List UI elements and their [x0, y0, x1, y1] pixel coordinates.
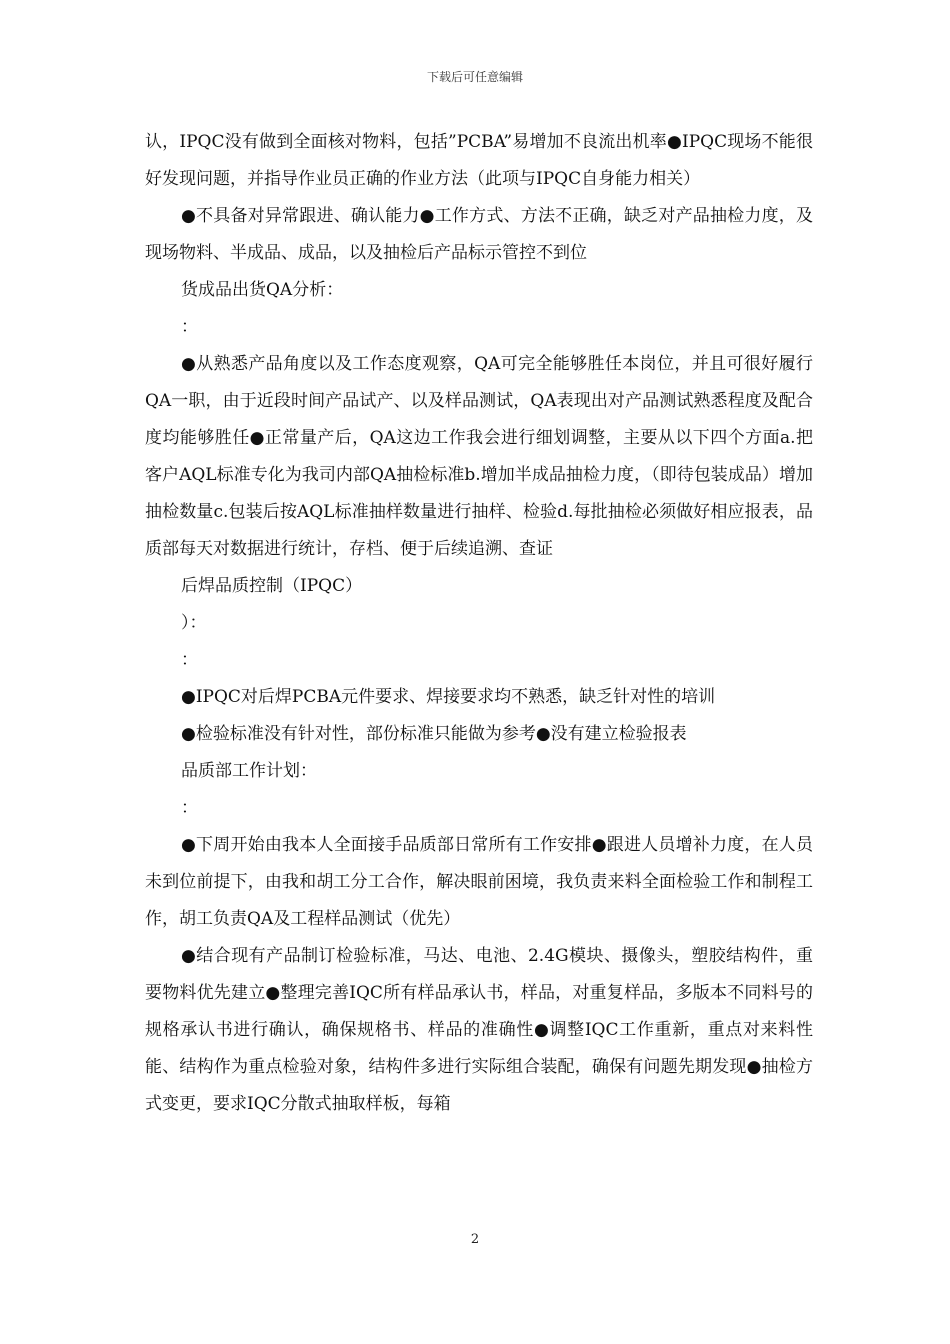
- paragraph: ：: [181, 650, 198, 670]
- paragraph: ●下周开始由我本人全面接手品质部日常所有工作安排●跟进人员增补力度，在人员未到位前提下，由我和胡工分工合作，解决眼前困境，我负责来料全面检验工作和制程工作，胡工负责QA及工程样品测试（优先）: [145, 835, 813, 929]
- paragraph: ：: [181, 798, 198, 818]
- page-footer: [0, 1232, 950, 1247]
- page-header: [0, 68, 950, 85]
- paragraph: ●从熟悉产品角度以及工作态度观察，QA可完全能够胜任本岗位，并且可很好履行QA一职，由于近段时间产品试产、以及样品测试，QA表现出对产品测试熟悉程度及配合度均能够胜任●正常量产后，QA这边工作我会进行细划调整，主要从以下四个方面a.把客户AQL标准专化为我司内部QA抽检标准b.增加半成品抽检力度，（即待包装成品）增加抽检数量c.包装后按AQL标准抽样数量进行抽样、检验d.每批抽检必须做好相应报表，品质部每天对数据进行统计，存档、便于后续追溯、查证: [145, 354, 813, 559]
- paragraph: ）：: [181, 613, 207, 633]
- paragraph: ●检验标准没有针对性，部份标准只能做为参考●没有建立检验报表: [181, 724, 687, 744]
- paragraph: 认，IPQC没有做到全面核对物料，包括”PCBA”易增加不良流出机率●IPQC现场不能很好发现问题，并指导作业员正确的作业方法（此项与IPQC自身能力相关）: [145, 132, 813, 189]
- paragraph: ●IPQC对后焊PCBA元件要求、焊接要求均不熟悉，缺乏针对性的培训: [181, 687, 716, 707]
- page-number: 2: [470, 1232, 480, 1247]
- paragraph: 品质部工作计划：: [181, 761, 317, 781]
- paragraph: 后焊品质控制（IPQC）: [181, 576, 363, 596]
- paragraph: ●不具备对异常跟进、确认能力●工作方式、方法不正确，缺乏对产品抽检力度，及现场物料、半成品、成品，以及抽检后产品标示管控不到位: [145, 206, 813, 263]
- paragraph: 货成品出货QA分析：: [181, 280, 344, 300]
- document-body: [145, 124, 813, 1123]
- header-text: 下载后可任意编辑: [426, 70, 523, 84]
- paragraph: ●结合现有产品制订检验标准，马达、电池、2.4G模块、摄像头，塑胶结构件，重要物料优先建立●整理完善IQC所有样品承认书，样品，对重复样品，多版本不同料号的规格承认书进行确认，确保规格书、样品的准确性●调整IQC工作重新，重点对来料性能、结构作为重点检验对象，结构件多进行实际组合装配，确保有问题先期发现●抽检方式变更，要求IQC分散式抽取样板，每箱: [145, 946, 813, 1114]
- paragraph: ：: [181, 317, 198, 337]
